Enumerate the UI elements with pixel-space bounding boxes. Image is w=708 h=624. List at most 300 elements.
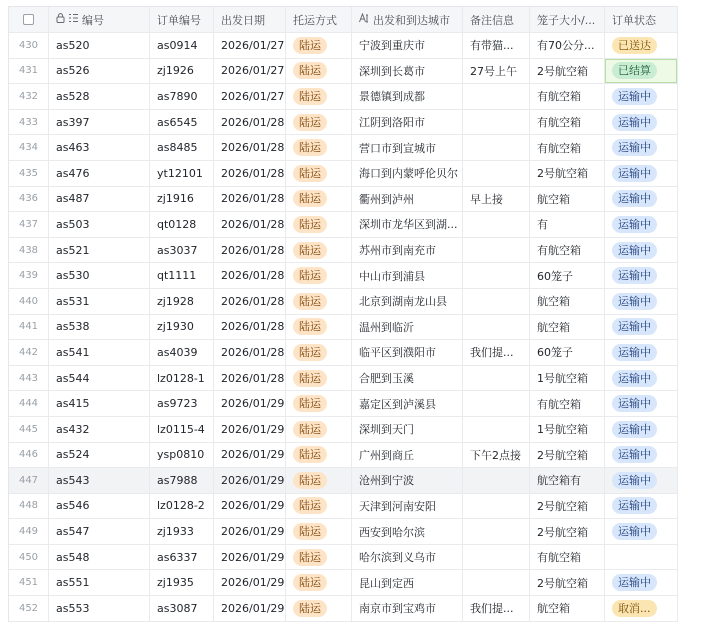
mode-cell[interactable] xyxy=(286,494,352,519)
table-row[interactable] xyxy=(9,161,678,187)
column-header-status[interactable] xyxy=(605,7,678,32)
id-cell[interactable]: as520 xyxy=(49,33,150,58)
grid-body xyxy=(9,33,678,622)
table-row[interactable] xyxy=(9,212,678,238)
cage-cell[interactable] xyxy=(530,545,605,570)
date-cell[interactable]: 2026/01/28 xyxy=(214,263,286,288)
column-header-cage-label: 笼子大小/... xyxy=(537,13,596,27)
status-cell[interactable] xyxy=(605,443,678,468)
route-cell[interactable] xyxy=(352,187,463,212)
status-cell[interactable] xyxy=(605,59,678,84)
date-cell[interactable]: 2026/01/28 xyxy=(214,340,286,365)
mode-tag: 陆运 xyxy=(293,421,327,438)
id-cell[interactable]: as538 xyxy=(49,315,150,340)
status-cell[interactable] xyxy=(605,33,678,58)
note-cell[interactable] xyxy=(463,519,530,544)
note-cell[interactable] xyxy=(463,238,530,263)
status-cell[interactable] xyxy=(605,238,678,263)
mode-cell[interactable] xyxy=(286,135,352,160)
mode-cell[interactable] xyxy=(286,315,352,340)
table-row[interactable] xyxy=(9,443,678,469)
order-cell[interactable]: as6545 xyxy=(150,110,214,135)
note-cell[interactable] xyxy=(463,187,530,212)
status-cell[interactable] xyxy=(605,135,678,160)
id-cell[interactable]: as541 xyxy=(49,340,150,365)
cage-cell[interactable] xyxy=(530,59,605,84)
status-cell[interactable] xyxy=(605,263,678,288)
row-number[interactable]: 447 xyxy=(9,468,49,493)
status-badge: 运输中 xyxy=(612,216,657,233)
route-cell[interactable] xyxy=(352,468,463,493)
note-cell[interactable] xyxy=(463,289,530,314)
route-cell[interactable] xyxy=(352,340,463,365)
mode-cell[interactable] xyxy=(286,59,352,84)
note-cell[interactable] xyxy=(463,468,530,493)
status-cell[interactable] xyxy=(605,289,678,314)
order-cell[interactable]: lz0128-2 xyxy=(150,494,214,519)
column-header-id-label: 编号 xyxy=(82,13,104,27)
mode-cell[interactable] xyxy=(286,596,352,621)
note-cell[interactable] xyxy=(463,570,530,595)
status-badge: 运输中 xyxy=(612,370,657,387)
date-cell[interactable]: 2026/01/29 xyxy=(214,545,286,570)
row-number[interactable]: 431 xyxy=(9,59,49,84)
id-cell[interactable]: as503 xyxy=(49,212,150,237)
order-cell[interactable]: as7890 xyxy=(150,84,214,109)
note-cell[interactable] xyxy=(463,417,530,442)
route-cell[interactable] xyxy=(352,84,463,109)
mode-tag: 陆运 xyxy=(293,574,327,591)
row-number[interactable]: 445 xyxy=(9,417,49,442)
cage-text: 60笼子 xyxy=(537,346,573,360)
route-cell[interactable] xyxy=(352,33,463,58)
select-all-cell[interactable] xyxy=(9,7,49,32)
order-cell[interactable]: as6337 xyxy=(150,545,214,570)
date-cell[interactable]: 2026/01/29 xyxy=(214,519,286,544)
mode-cell[interactable] xyxy=(286,212,352,237)
route-cell[interactable] xyxy=(352,391,463,416)
id-cell[interactable]: as547 xyxy=(49,519,150,544)
table-row[interactable] xyxy=(9,366,678,392)
row-number[interactable]: 444 xyxy=(9,391,49,416)
mode-tag: 陆运 xyxy=(293,114,327,131)
date-cell[interactable]: 2026/01/29 xyxy=(214,570,286,595)
status-cell[interactable] xyxy=(605,366,678,391)
date-cell[interactable]: 2026/01/28 xyxy=(214,161,286,186)
mode-cell[interactable] xyxy=(286,161,352,186)
column-header-id[interactable] xyxy=(49,7,150,32)
note-cell[interactable] xyxy=(463,84,530,109)
route-cell[interactable] xyxy=(352,494,463,519)
date-cell[interactable]: 2026/01/28 xyxy=(214,289,286,314)
cage-text: 2号航空箱 xyxy=(537,64,588,78)
order-cell[interactable]: as9723 xyxy=(150,391,214,416)
table-row[interactable] xyxy=(9,289,678,315)
mode-tag: 陆运 xyxy=(293,344,327,361)
status-badge: 运输中 xyxy=(612,190,657,207)
date-cell[interactable]: 2026/01/28 xyxy=(214,366,286,391)
table-row[interactable] xyxy=(9,519,678,545)
row-number[interactable]: 449 xyxy=(9,519,49,544)
mode-cell[interactable] xyxy=(286,570,352,595)
route-text: 衢州到泸州 xyxy=(359,192,414,206)
status-cell[interactable] xyxy=(605,212,678,237)
row-number[interactable]: 437 xyxy=(9,212,49,237)
status-cell[interactable] xyxy=(605,596,678,621)
mode-cell[interactable] xyxy=(286,33,352,58)
note-cell[interactable] xyxy=(463,545,530,570)
cage-cell[interactable] xyxy=(530,263,605,288)
cage-cell[interactable] xyxy=(530,315,605,340)
note-text: 27号上午 xyxy=(470,64,517,78)
order-cell[interactable]: ysp0810 xyxy=(150,443,214,468)
mode-tag: 陆运 xyxy=(293,370,327,387)
row-number[interactable]: 440 xyxy=(9,289,49,314)
date-cell[interactable]: 2026/01/29 xyxy=(214,417,286,442)
status-cell[interactable] xyxy=(605,468,678,493)
mode-tag: 陆运 xyxy=(293,216,327,233)
route-text: 嘉定区到泸溪县 xyxy=(359,397,436,411)
route-cell[interactable] xyxy=(352,417,463,442)
row-number[interactable]: 439 xyxy=(9,263,49,288)
id-cell[interactable]: as397 xyxy=(49,110,150,135)
mode-cell[interactable] xyxy=(286,443,352,468)
note-cell[interactable] xyxy=(463,212,530,237)
table-row[interactable] xyxy=(9,84,678,110)
cage-cell[interactable] xyxy=(530,391,605,416)
column-header-order[interactable] xyxy=(150,7,214,32)
table-row[interactable] xyxy=(9,238,678,264)
date-cell[interactable]: 2026/01/27 xyxy=(214,84,286,109)
cage-text: 有航空箱 xyxy=(537,244,581,258)
route-cell[interactable] xyxy=(352,59,463,84)
lock-icon xyxy=(56,13,65,26)
route-text: 温州到临沂 xyxy=(359,320,414,334)
status-badge: 运输中 xyxy=(612,139,657,156)
order-cell[interactable]: as3087 xyxy=(150,596,214,621)
route-cell[interactable] xyxy=(352,315,463,340)
cage-cell[interactable] xyxy=(530,110,605,135)
select-all-checkbox[interactable] xyxy=(23,14,34,25)
route-cell[interactable] xyxy=(352,366,463,391)
mode-tag: 陆运 xyxy=(293,472,327,489)
table-row[interactable] xyxy=(9,59,678,85)
date-cell[interactable]: 2026/01/29 xyxy=(214,494,286,519)
note-cell[interactable] xyxy=(463,59,530,84)
row-number[interactable]: 441 xyxy=(9,315,49,340)
table-row[interactable] xyxy=(9,596,678,622)
status-badge: 运输中 xyxy=(612,114,657,131)
cage-cell[interactable] xyxy=(530,135,605,160)
route-cell[interactable] xyxy=(352,212,463,237)
cage-cell[interactable] xyxy=(530,84,605,109)
mode-tag: 陆运 xyxy=(293,600,327,617)
date-cell[interactable]: 2026/01/29 xyxy=(214,468,286,493)
status-badge: 运输中 xyxy=(612,242,657,259)
row-number[interactable]: 450 xyxy=(9,545,49,570)
column-header-note-label: 备注信息 xyxy=(470,13,514,27)
status-cell[interactable] xyxy=(605,315,678,340)
route-cell[interactable] xyxy=(352,570,463,595)
status-cell[interactable] xyxy=(605,110,678,135)
text-type-icon xyxy=(359,13,370,26)
cage-cell[interactable] xyxy=(530,33,605,58)
date-cell[interactable]: 2026/01/27 xyxy=(214,59,286,84)
id-cell[interactable]: as463 xyxy=(49,135,150,160)
date-cell[interactable]: 2026/01/29 xyxy=(214,391,286,416)
mode-tag: 陆运 xyxy=(293,497,327,514)
order-cell[interactable]: as4039 xyxy=(150,340,214,365)
id-cell[interactable]: as548 xyxy=(49,545,150,570)
cage-cell[interactable] xyxy=(530,187,605,212)
status-badge: 取消... xyxy=(612,600,657,617)
date-cell[interactable]: 2026/01/29 xyxy=(214,443,286,468)
cage-cell[interactable] xyxy=(530,596,605,621)
row-number[interactable]: 448 xyxy=(9,494,49,519)
note-text: 我们提... xyxy=(470,346,514,360)
date-cell[interactable]: 2026/01/28 xyxy=(214,135,286,160)
date-cell[interactable]: 2026/01/28 xyxy=(214,238,286,263)
status-cell[interactable] xyxy=(605,84,678,109)
route-text: 哈尔滨到义乌市 xyxy=(359,551,436,565)
column-header-route[interactable] xyxy=(352,7,463,32)
cage-cell[interactable] xyxy=(530,519,605,544)
status-badge: 运输中 xyxy=(612,88,657,105)
cage-cell[interactable] xyxy=(530,340,605,365)
mode-cell[interactable] xyxy=(286,519,352,544)
id-cell[interactable]: as415 xyxy=(49,391,150,416)
status-badge: 运输中 xyxy=(612,497,657,514)
table-row[interactable] xyxy=(9,391,678,417)
route-text: 昆山到定西 xyxy=(359,576,414,590)
route-cell[interactable] xyxy=(352,545,463,570)
date-cell[interactable]: 2026/01/28 xyxy=(214,110,286,135)
route-cell[interactable] xyxy=(352,161,463,186)
mode-cell[interactable] xyxy=(286,340,352,365)
row-number[interactable]: 435 xyxy=(9,161,49,186)
row-number[interactable]: 443 xyxy=(9,366,49,391)
cage-cell[interactable] xyxy=(530,468,605,493)
table-row[interactable] xyxy=(9,315,678,341)
note-text: 下午2点接 xyxy=(470,448,521,462)
cage-cell[interactable] xyxy=(530,212,605,237)
order-cell[interactable]: as8485 xyxy=(150,135,214,160)
table-row[interactable] xyxy=(9,570,678,596)
date-cell[interactable]: 2026/01/28 xyxy=(214,315,286,340)
mode-cell[interactable] xyxy=(286,187,352,212)
date-cell[interactable]: 2026/01/28 xyxy=(214,212,286,237)
mode-tag: 陆运 xyxy=(293,165,327,182)
date-cell[interactable]: 2026/01/27 xyxy=(214,33,286,58)
mode-cell[interactable] xyxy=(286,110,352,135)
id-cell[interactable]: as487 xyxy=(49,187,150,212)
cage-cell[interactable] xyxy=(530,570,605,595)
status-cell[interactable] xyxy=(605,570,678,595)
order-cell[interactable]: zj1926 xyxy=(150,59,214,84)
id-cell[interactable]: as528 xyxy=(49,84,150,109)
order-cell[interactable]: as7988 xyxy=(150,468,214,493)
column-header-mode[interactable] xyxy=(286,7,352,32)
mode-cell[interactable] xyxy=(286,417,352,442)
table-row[interactable] xyxy=(9,340,678,366)
route-cell[interactable] xyxy=(352,519,463,544)
status-cell[interactable] xyxy=(605,519,678,544)
id-cell[interactable]: as521 xyxy=(49,238,150,263)
status-badge: 运输中 xyxy=(612,421,657,438)
note-cell[interactable] xyxy=(463,443,530,468)
mode-cell[interactable] xyxy=(286,391,352,416)
id-cell[interactable]: as543 xyxy=(49,468,150,493)
route-cell[interactable] xyxy=(352,596,463,621)
cage-text: 航空箱 xyxy=(537,320,570,334)
note-cell[interactable] xyxy=(463,135,530,160)
list-sort-icon xyxy=(68,13,79,26)
date-cell[interactable]: 2026/01/29 xyxy=(214,596,286,621)
id-cell[interactable]: as546 xyxy=(49,494,150,519)
column-header-date[interactable] xyxy=(214,7,286,32)
id-cell[interactable]: as553 xyxy=(49,596,150,621)
cage-text: 航空箱 xyxy=(537,295,570,309)
column-header-note[interactable] xyxy=(463,7,530,32)
table-row[interactable] xyxy=(9,187,678,213)
note-cell[interactable] xyxy=(463,110,530,135)
row-number[interactable]: 432 xyxy=(9,84,49,109)
note-cell[interactable] xyxy=(463,340,530,365)
row-number[interactable]: 436 xyxy=(9,187,49,212)
status-cell[interactable] xyxy=(605,417,678,442)
table-row[interactable] xyxy=(9,135,678,161)
row-number[interactable]: 451 xyxy=(9,570,49,595)
status-cell[interactable] xyxy=(605,187,678,212)
id-cell[interactable]: as531 xyxy=(49,289,150,314)
route-text: 天津到河南安阳 xyxy=(359,499,436,513)
mode-cell[interactable] xyxy=(286,238,352,263)
column-header-cage[interactable] xyxy=(530,7,605,32)
cage-cell[interactable] xyxy=(530,366,605,391)
route-cell[interactable] xyxy=(352,443,463,468)
id-cell[interactable]: as476 xyxy=(49,161,150,186)
id-cell[interactable]: as526 xyxy=(49,59,150,84)
table-row[interactable] xyxy=(9,417,678,443)
cage-text: 有航空箱 xyxy=(537,551,581,565)
route-text: 江阴到洛阳市 xyxy=(359,116,425,130)
status-cell[interactable] xyxy=(605,494,678,519)
table-row[interactable] xyxy=(9,545,678,571)
route-cell[interactable] xyxy=(352,135,463,160)
mode-cell[interactable] xyxy=(286,468,352,493)
route-cell[interactable] xyxy=(352,289,463,314)
cage-text: 航空箱 xyxy=(537,192,570,206)
route-text: 景德镇到成都 xyxy=(359,90,425,104)
cage-cell[interactable] xyxy=(530,161,605,186)
status-cell[interactable] xyxy=(605,161,678,186)
order-cell[interactable]: zj1916 xyxy=(150,187,214,212)
cage-text: 有航空箱 xyxy=(537,90,581,104)
mode-cell[interactable] xyxy=(286,289,352,314)
order-cell[interactable]: zj1935 xyxy=(150,570,214,595)
route-cell[interactable] xyxy=(352,263,463,288)
row-number[interactable]: 442 xyxy=(9,340,49,365)
row-number[interactable]: 434 xyxy=(9,135,49,160)
mode-cell[interactable] xyxy=(286,263,352,288)
order-cell[interactable]: lz0115-4 xyxy=(150,417,214,442)
mode-tag: 陆运 xyxy=(293,242,327,259)
id-cell[interactable]: as544 xyxy=(49,366,150,391)
column-header-mode-label: 托运方式 xyxy=(293,13,337,27)
cage-cell[interactable] xyxy=(530,443,605,468)
order-cell[interactable]: zj1933 xyxy=(150,519,214,544)
cage-text: 有航空箱 xyxy=(537,397,581,411)
mode-tag: 陆运 xyxy=(293,190,327,207)
order-cell[interactable]: zj1928 xyxy=(150,289,214,314)
status-cell[interactable] xyxy=(605,340,678,365)
id-cell[interactable]: as530 xyxy=(49,263,150,288)
route-cell[interactable] xyxy=(352,110,463,135)
order-cell[interactable]: yt12101 xyxy=(150,161,214,186)
mode-cell[interactable] xyxy=(286,545,352,570)
cage-cell[interactable] xyxy=(530,238,605,263)
id-cell[interactable]: as551 xyxy=(49,570,150,595)
cage-text: 有航空箱 xyxy=(537,116,581,130)
status-badge: 运输中 xyxy=(612,267,657,284)
mode-cell[interactable] xyxy=(286,84,352,109)
status-cell[interactable] xyxy=(605,545,678,570)
note-cell[interactable] xyxy=(463,596,530,621)
cage-cell[interactable] xyxy=(530,494,605,519)
mode-cell[interactable] xyxy=(286,366,352,391)
route-text: 广州到商丘 xyxy=(359,448,414,462)
row-number[interactable]: 430 xyxy=(9,33,49,58)
date-cell[interactable]: 2026/01/28 xyxy=(214,187,286,212)
id-cell[interactable]: as432 xyxy=(49,417,150,442)
order-cell[interactable]: zj1930 xyxy=(150,315,214,340)
note-cell[interactable] xyxy=(463,366,530,391)
table-row[interactable] xyxy=(9,110,678,136)
column-header-status-label: 订单状态 xyxy=(612,13,656,27)
cage-cell[interactable] xyxy=(530,289,605,314)
mode-tag: 陆运 xyxy=(293,62,327,79)
cage-cell[interactable] xyxy=(530,417,605,442)
table-row[interactable] xyxy=(9,33,678,59)
order-cell[interactable]: as0914 xyxy=(150,33,214,58)
cage-text: 航空箱有 xyxy=(537,474,581,488)
route-cell[interactable] xyxy=(352,238,463,263)
note-cell[interactable] xyxy=(463,391,530,416)
order-cell[interactable]: qt0128 xyxy=(150,212,214,237)
table-row[interactable] xyxy=(9,494,678,520)
note-cell[interactable] xyxy=(463,494,530,519)
note-cell[interactable] xyxy=(463,263,530,288)
row-number[interactable]: 452 xyxy=(9,596,49,621)
table-row[interactable] xyxy=(9,263,678,289)
note-cell[interactable] xyxy=(463,315,530,340)
id-cell[interactable]: as524 xyxy=(49,443,150,468)
status-cell[interactable] xyxy=(605,391,678,416)
row-number[interactable]: 433 xyxy=(9,110,49,135)
mode-tag: 陆运 xyxy=(293,446,327,463)
order-cell[interactable]: lz0128-1 xyxy=(150,366,214,391)
note-cell[interactable] xyxy=(463,33,530,58)
status-badge: 运输中 xyxy=(612,574,657,591)
route-text: 中山市到浦县 xyxy=(359,269,425,283)
order-cell[interactable]: as3037 xyxy=(150,238,214,263)
order-cell[interactable]: qt1111 xyxy=(150,263,214,288)
table-row[interactable] xyxy=(9,468,678,494)
note-cell[interactable] xyxy=(463,161,530,186)
data-grid xyxy=(8,6,678,622)
row-number[interactable]: 438 xyxy=(9,238,49,263)
row-number[interactable]: 446 xyxy=(9,443,49,468)
